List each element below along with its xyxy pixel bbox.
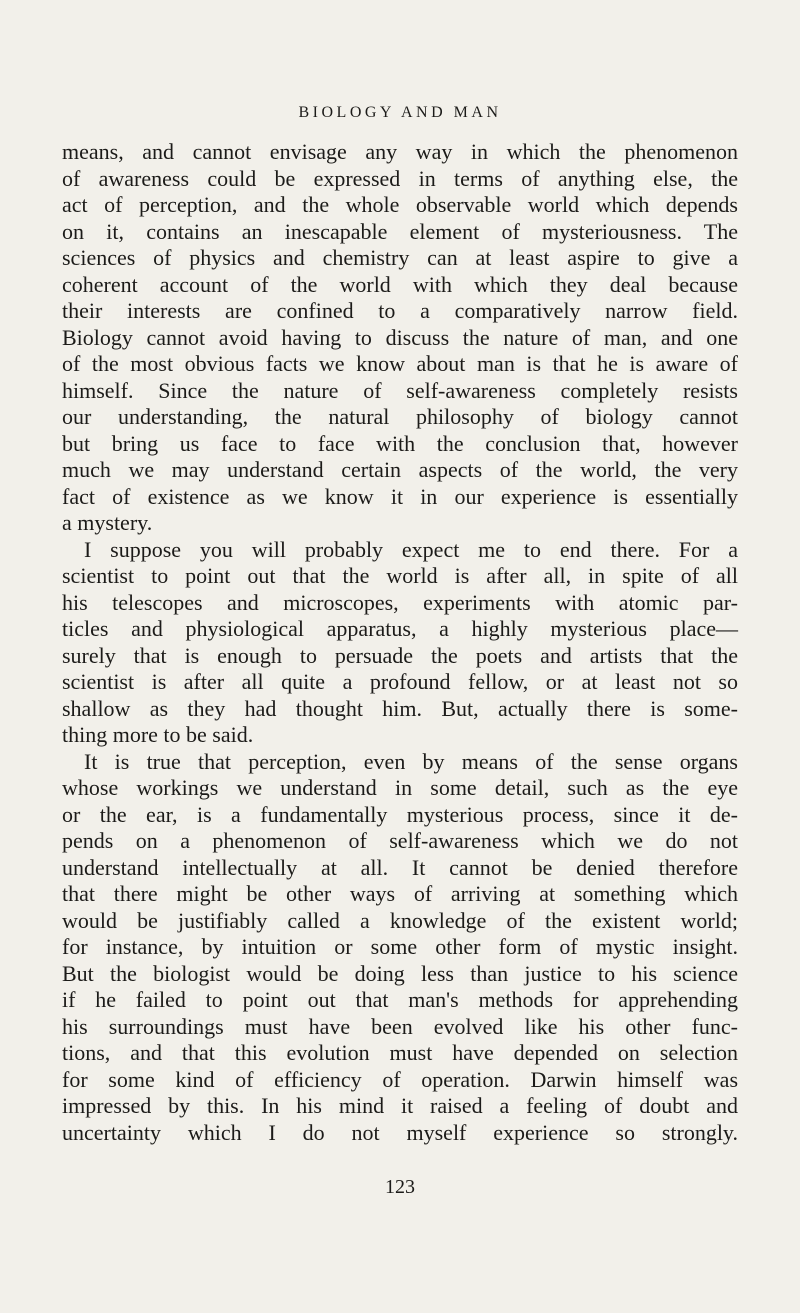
text-line: if he failed to point out that man's methods for apprehending (62, 987, 738, 1012)
text-line: for some kind of efficiency of operation. Darwin himself was (62, 1066, 738, 1092)
text-line: understand intellectually at all. It cannot be denied therefore (62, 854, 738, 880)
text-line: his surroundings must have been evolved like his other func- (62, 1013, 738, 1039)
text-line: But the biologist would be doing less than justice to his science (62, 960, 738, 986)
text-line: or the ear, is a fundamentally mysterious process, since it de- (62, 801, 738, 827)
text-line: whose workings we understand in some detail, such as the eye (62, 775, 738, 800)
text-line: would be justifiably called a knowledge of the existent world; (62, 907, 738, 933)
text-line: his telescopes and microscopes, experiments with atomic par- (62, 589, 738, 615)
text-line: himself. Since the nature of self-awareness completely resists (62, 377, 738, 403)
text-line: It is true that perception, even by means of the sense organs (84, 748, 738, 774)
text-line: but bring us face to face with the conclusion that, however (62, 430, 738, 456)
text-line: surely that is enough to persuade the poets and artists that the (62, 642, 738, 668)
text-line: ticles and physiological apparatus, a highly mysterious place— (62, 616, 738, 641)
text-line: means, and cannot envisage any way in which the phenomenon (62, 139, 738, 164)
text-line: our understanding, the natural philosophy of biology cannot (62, 404, 738, 429)
text-line: sciences of physics and chemistry can at least aspire to give a (62, 245, 738, 270)
text-line: much we may understand certain aspects of the world, the very (62, 457, 738, 482)
page-number: 123 (385, 1176, 415, 1198)
text-line: act of perception, and the whole observable world which depends (62, 192, 738, 217)
text-line: of the most obvious facts we know about man is that he is aware of (62, 351, 738, 376)
body-text (62, 139, 738, 1146)
text-line: that there might be other ways of arriving at something which (62, 881, 738, 906)
text-line: shallow as they had thought him. But, actually there is some- (62, 695, 738, 721)
text-line: uncertainty which I do not myself experience so strongly. (62, 1119, 738, 1145)
text-line: I suppose you will probably expect me to end there. For a (84, 536, 738, 562)
text-line: their interests are confined to a comparatively narrow field. (62, 298, 738, 323)
text-line: impressed by this. In his mind it raised a feeling of doubt and (62, 1093, 738, 1118)
text-line: for instance, by intuition or some other form of mystic insight. (62, 934, 738, 959)
running-head: BIOLOGY AND MAN (298, 104, 502, 121)
text-line: scientist is after all quite a profound fellow, or at least not so (62, 669, 738, 694)
text-line: on it, contains an inescapable element of mysteriousness. The (62, 218, 738, 244)
text-line: Biology cannot avoid having to discuss the nature of man, and one (62, 324, 738, 350)
text-line: coherent account of the world with which they deal because (62, 271, 738, 297)
text-line: fact of existence as we know it in our experience is essentially (62, 483, 738, 509)
text-line: scientist to point out that the world is after all, in spite of all (62, 563, 738, 588)
text-line: pends on a phenomenon of self-awareness which we do not (62, 828, 738, 853)
text-line: thing more to be said. (62, 722, 254, 747)
text-line: a mystery. (62, 510, 153, 535)
text-line: tions, and that this evolution must have depended on selection (62, 1040, 738, 1065)
text-line: of awareness could be expressed in terms of anything else, the (62, 165, 738, 191)
